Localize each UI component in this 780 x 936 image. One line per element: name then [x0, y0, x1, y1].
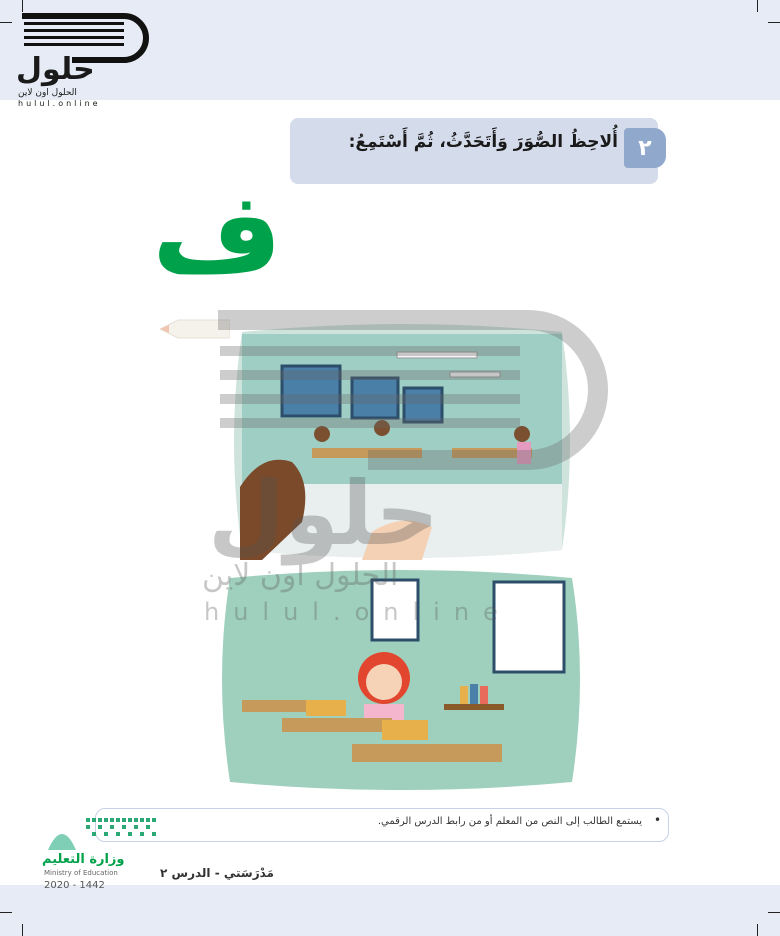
watermark-brand: حلول: [208, 462, 439, 565]
featured-letter: ف: [152, 169, 283, 299]
ministry-name-en: Ministry of Education: [44, 869, 118, 877]
crop-mark: [757, 0, 758, 12]
lesson-title: مَدْرَسَتي - الدرس ٢: [160, 866, 274, 880]
ministry-year: 2020 - 1442: [44, 880, 105, 891]
crop-mark: [768, 912, 780, 913]
crop-mark: [757, 924, 758, 936]
note-text: يستمع الطالب إلى النص من المعلم أو من رابط الدرس الرقمي.: [377, 816, 642, 827]
logo-latin-sub: hulul.online: [18, 99, 101, 108]
exercise-instruction: أُلاحِظُ الصُّوَرَ وَأَتَحَدَّثُ، ثُمَّ أَسْتَمِعُ:: [348, 132, 618, 152]
crop-mark: [0, 912, 12, 913]
exercise-number-badge: ٢: [624, 128, 666, 168]
crop-mark: [22, 924, 23, 936]
watermark-arabic-sub: الحلول اون لاين: [202, 558, 399, 593]
ministry-emblem-icon: [40, 812, 170, 852]
footer-band: [0, 885, 780, 936]
logo-arabic-sub: الحلول اون لاين: [18, 88, 77, 98]
crop-mark: [768, 22, 780, 23]
crop-mark: [0, 22, 12, 23]
watermark: [198, 300, 610, 630]
site-logo: [12, 8, 152, 108]
note-bullet: •: [654, 813, 662, 827]
logo-brand: حلول: [16, 52, 95, 87]
watermark-latin-sub: hulul.online: [204, 598, 512, 626]
ministry-name: وزارة التعليم: [42, 852, 125, 867]
